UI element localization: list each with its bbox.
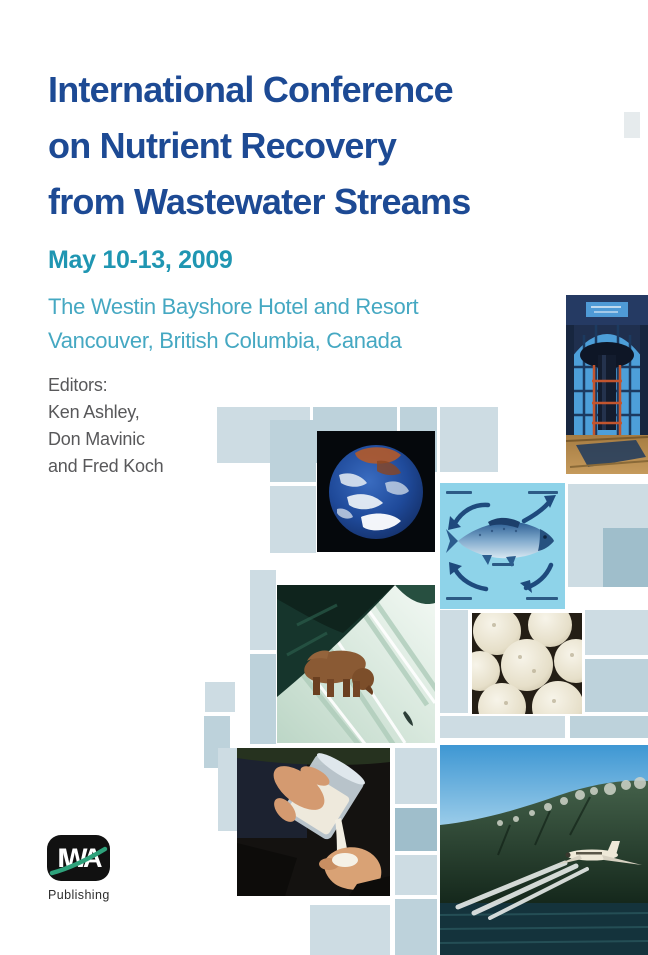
reactor-photo — [566, 295, 648, 474]
mosaic-tile — [440, 407, 498, 472]
iwa-logo-text: IWA — [57, 843, 100, 873]
editors-label: Editors: — [48, 375, 108, 395]
mosaic-tile — [395, 899, 437, 955]
plane-photo-art — [440, 745, 648, 955]
mosaic-tile — [624, 112, 640, 138]
conference-date: May 10-13, 2009 — [48, 246, 233, 274]
reactor-photo-art — [566, 295, 648, 474]
mosaic-tile — [270, 420, 316, 482]
hands-photo-art — [237, 748, 390, 896]
earth-photo — [317, 431, 435, 552]
bear-photo-art — [277, 585, 435, 743]
iwa-logo-icon — [47, 835, 110, 881]
title-line: on Nutrient Recovery — [48, 125, 397, 166]
mosaic-tile — [570, 716, 648, 738]
editor-name: Ken Ashley, — [48, 402, 140, 422]
mosaic-tile — [205, 682, 235, 712]
mosaic-tile — [310, 905, 390, 955]
editors-block — [48, 372, 163, 480]
venue-line: The Westin Bayshore Hotel and Resort — [48, 294, 419, 319]
mosaic-tile — [440, 716, 565, 738]
mosaic-tile — [270, 486, 316, 553]
mosaic-tile — [395, 855, 437, 895]
salmon-diagram — [440, 483, 565, 609]
publisher-name: Publishing — [48, 888, 110, 902]
struvite-photo-art — [472, 613, 582, 714]
conference-title — [48, 62, 608, 230]
editor-name: and Fred Koch — [48, 456, 164, 476]
venue-line: Vancouver, British Columbia, Canada — [48, 328, 402, 353]
iwa-publishing-logo — [47, 835, 127, 902]
mosaic-tile — [395, 748, 437, 804]
title-block — [48, 62, 608, 230]
editor-name: Don Mavinic — [48, 429, 145, 449]
mosaic-tile — [585, 610, 648, 655]
mosaic-tile — [218, 748, 237, 831]
mosaic-tile — [250, 570, 276, 650]
venue-text — [48, 290, 418, 358]
mosaic-tile — [603, 528, 648, 587]
bear-photo — [277, 585, 435, 743]
plane-photo — [440, 745, 648, 955]
title-line: International Conference — [48, 69, 453, 110]
hands-photo — [237, 748, 390, 896]
mosaic-tile — [440, 610, 468, 713]
earth-photo-art — [317, 431, 435, 552]
title-line: from Wastewater Streams — [48, 181, 471, 222]
struvite-photo — [472, 613, 582, 714]
salmon-diagram-art — [440, 483, 565, 609]
mosaic-tile — [395, 808, 437, 851]
mosaic-tile — [585, 659, 648, 712]
mosaic-tile — [250, 654, 276, 744]
